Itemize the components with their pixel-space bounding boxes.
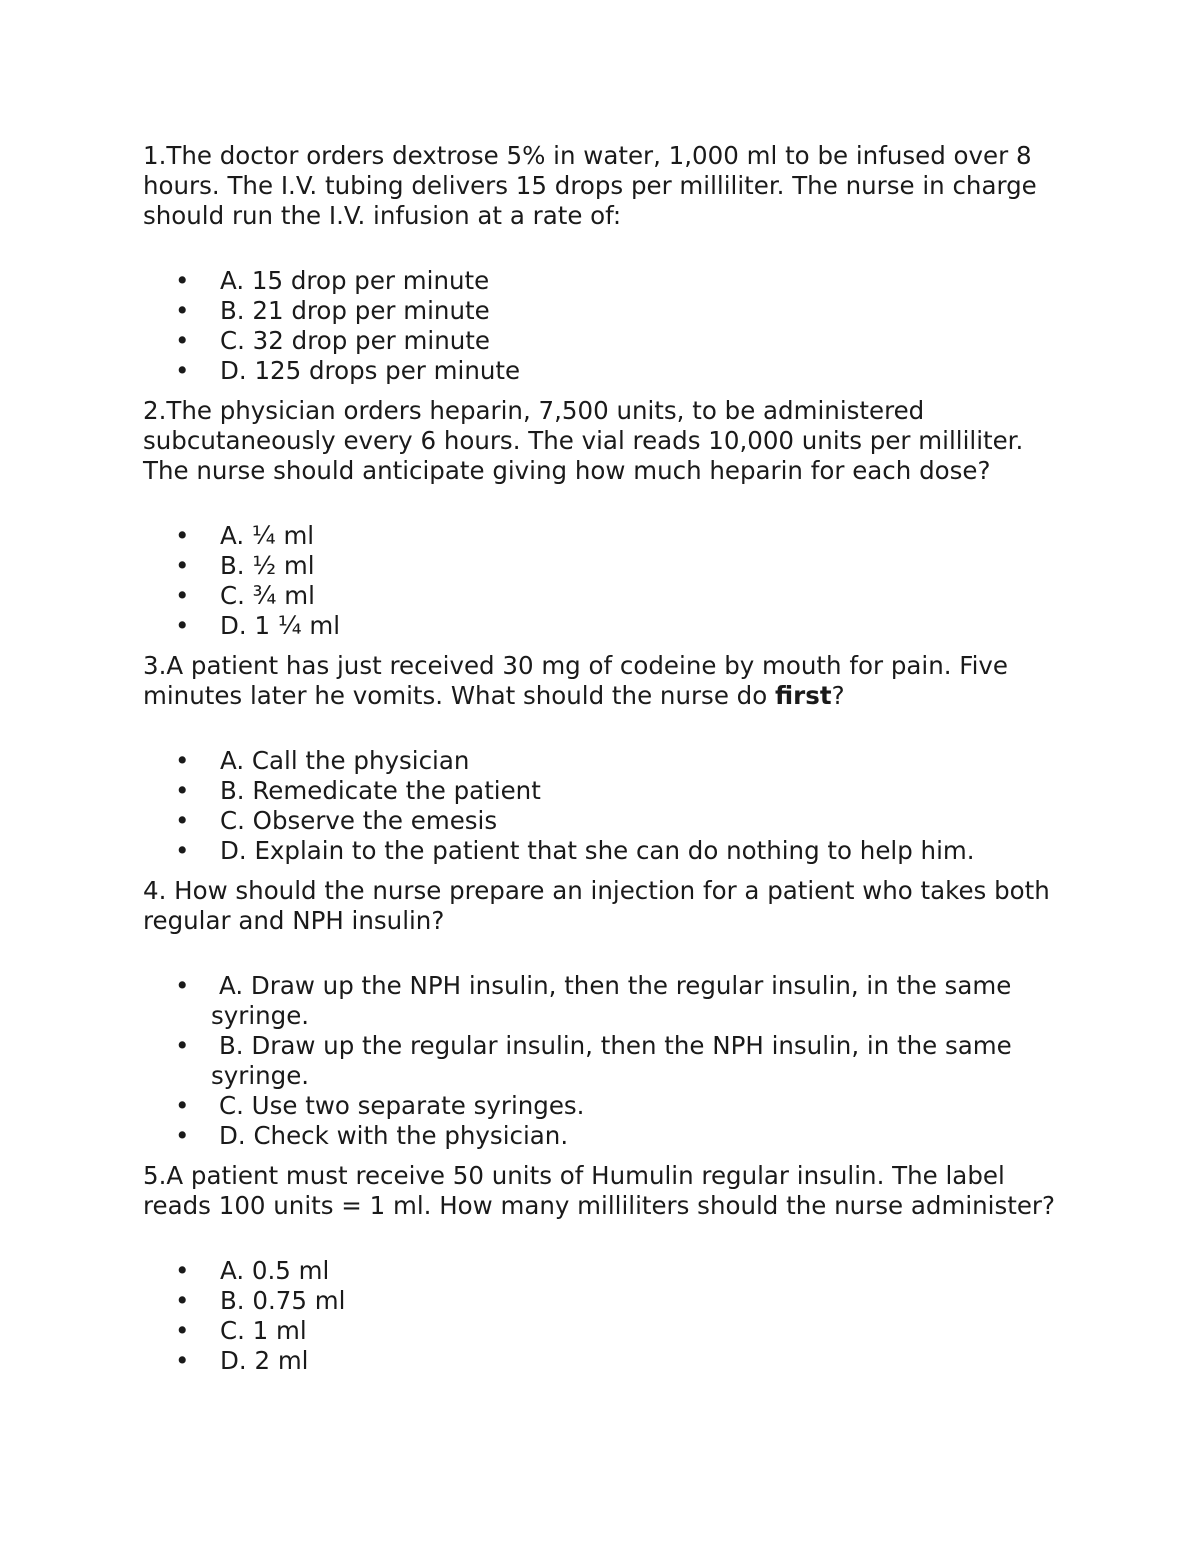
option-text: A. Draw up the NPH insulin, then the regular insulin, in the same syringe. — [211, 971, 1012, 1030]
option-item — [143, 836, 1073, 866]
bullet-icon: • — [175, 1346, 190, 1375]
option-item — [143, 581, 1073, 611]
option-item — [143, 1286, 1073, 1316]
option-text: C. 1 ml — [220, 1316, 307, 1345]
question-text-start: 3.A patient has just received 30 mg of codeine by mouth for pain. Five minutes later he vomits. What should the nurse do — [143, 651, 1008, 710]
bullet-icon: • — [175, 776, 190, 805]
option-item — [143, 971, 1073, 1031]
bullet-icon: • — [175, 1256, 190, 1285]
option-item — [143, 1316, 1073, 1346]
bullet-icon: • — [175, 1031, 190, 1060]
option-item — [143, 1031, 1073, 1091]
bullet-icon: • — [175, 806, 190, 835]
bullet-icon: • — [175, 836, 190, 865]
bullet-icon: • — [175, 1091, 190, 1120]
option-text: D. Check with the physician. — [219, 1121, 569, 1150]
bullet-icon: • — [175, 611, 190, 640]
option-list — [143, 746, 1073, 866]
question-3 — [143, 651, 1073, 866]
option-text: C. 32 drop per minute — [220, 326, 490, 355]
option-text: D. 125 drops per minute — [220, 356, 521, 385]
option-item — [143, 266, 1073, 296]
question-4 — [143, 876, 1073, 1151]
question-text: 5.A patient must receive 50 units of Humulin regular insulin. The label reads 100 units = 1 ml. How many milliliters should the nurse administer? — [143, 1161, 1055, 1220]
option-text: C. ¾ ml — [220, 581, 315, 610]
option-item — [143, 1121, 1073, 1151]
bullet-icon: • — [175, 1316, 190, 1345]
option-text: D. Explain to the patient that she can do nothing to help him. — [220, 836, 975, 865]
option-text: B. Draw up the regular insulin, then the NPH insulin, in the same syringe. — [211, 1031, 1012, 1090]
option-item — [143, 806, 1073, 836]
option-list — [143, 971, 1073, 1151]
question-text-end: ? — [831, 681, 845, 710]
option-text: D. 1 ¼ ml — [220, 611, 341, 640]
bullet-icon: • — [175, 551, 190, 580]
option-text: C. Observe the emesis — [220, 806, 498, 835]
option-list — [143, 521, 1073, 641]
question-1 — [143, 141, 1073, 386]
option-text: A. 0.5 ml — [220, 1256, 330, 1285]
bullet-icon: • — [175, 266, 190, 295]
option-text: D. 2 ml — [220, 1346, 309, 1375]
option-item — [143, 1091, 1073, 1121]
option-text: C. Use two separate syringes. — [219, 1091, 585, 1120]
option-item — [143, 611, 1073, 641]
option-text: B. ½ ml — [220, 551, 315, 580]
option-text: A. ¼ ml — [220, 521, 315, 550]
bullet-icon: • — [175, 746, 190, 775]
document-page — [143, 141, 1073, 1386]
option-item — [143, 356, 1073, 386]
question-text — [143, 651, 1073, 711]
bullet-icon: • — [175, 356, 190, 385]
bullet-icon: • — [175, 521, 190, 550]
option-list — [143, 266, 1073, 386]
option-list — [143, 1256, 1073, 1376]
bullet-icon: • — [175, 296, 190, 325]
option-item — [143, 326, 1073, 356]
question-text: 2.The physician orders heparin, 7,500 units, to be administered subcutaneously every 6 hours. The vial reads 10,000 units per milliliter. The nurse should anticipate giving how much heparin for each dose? — [143, 396, 1024, 485]
option-item — [143, 776, 1073, 806]
bullet-icon: • — [175, 1286, 190, 1315]
option-item — [143, 746, 1073, 776]
bullet-icon: • — [175, 326, 190, 355]
option-text: A. Call the physician — [220, 746, 470, 775]
question-text: 1.The doctor orders dextrose 5% in water, 1,000 ml to be infused over 8 hours. The I.V. tubing delivers 15 drops per milliliter. The nurse in charge should run the I.V. infusion at a rate of: — [143, 141, 1037, 230]
option-item — [143, 296, 1073, 326]
option-item — [143, 1256, 1073, 1286]
option-item — [143, 521, 1073, 551]
option-item — [143, 1346, 1073, 1376]
option-text: B. 21 drop per minute — [220, 296, 490, 325]
question-5 — [143, 1161, 1073, 1376]
option-item — [143, 551, 1073, 581]
option-text: B. Remedicate the patient — [220, 776, 541, 805]
option-text: B. 0.75 ml — [220, 1286, 346, 1315]
bullet-icon: • — [175, 581, 190, 610]
option-text: A. 15 drop per minute — [220, 266, 490, 295]
bullet-icon: • — [175, 1121, 190, 1150]
emphasis-first: first — [775, 681, 832, 710]
bullet-icon: • — [175, 971, 190, 1000]
question-text: 4. How should the nurse prepare an injection for a patient who takes both regular and NPH insulin? — [143, 876, 1050, 935]
question-2 — [143, 396, 1073, 641]
